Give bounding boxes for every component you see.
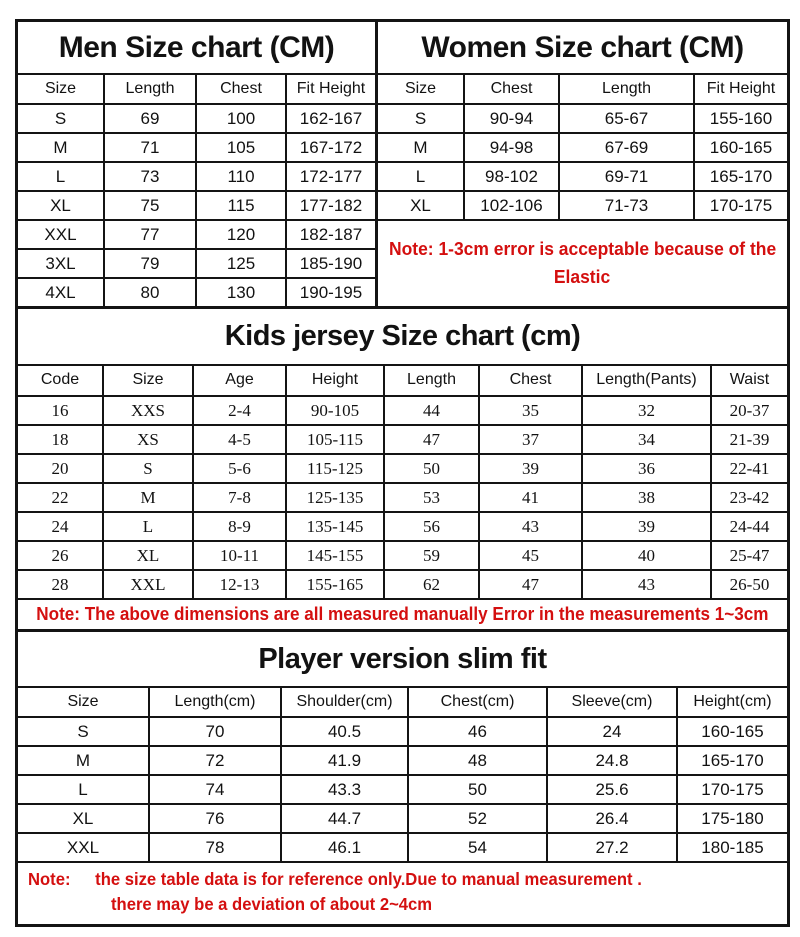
table-cell: 53 bbox=[385, 484, 478, 511]
table-cell: 78 bbox=[150, 834, 280, 861]
table-cell: 120 bbox=[197, 221, 285, 248]
note-line1: Note: 1-3cm error is acceptable because of the bbox=[388, 239, 777, 260]
table-cell: 22-41 bbox=[712, 455, 787, 482]
table-cell: 45 bbox=[480, 542, 581, 569]
header-cell: Chest(cm) bbox=[409, 688, 546, 716]
table-cell: 125 bbox=[197, 250, 285, 277]
table-cell: 115 bbox=[197, 192, 285, 219]
table-cell: 40.5 bbox=[282, 718, 407, 745]
table-cell: XXL bbox=[18, 221, 103, 248]
table-cell: 155-160 bbox=[695, 105, 787, 132]
note-row bbox=[378, 221, 787, 306]
table-cell: 70 bbox=[150, 718, 280, 745]
table-title: Player version slim fit bbox=[18, 632, 787, 686]
table-cell: 71-73 bbox=[560, 192, 693, 219]
table-cell: 110 bbox=[197, 163, 285, 190]
header-cell: Length bbox=[560, 75, 693, 103]
header-cell: Fit Height bbox=[287, 75, 375, 103]
table-cell: M bbox=[18, 747, 148, 774]
table-cell: 50 bbox=[409, 776, 546, 803]
table-cell: 24 bbox=[548, 718, 676, 745]
table-cell: 41 bbox=[480, 484, 581, 511]
table-cell: 41.9 bbox=[282, 747, 407, 774]
table-cell: 125-135 bbox=[287, 484, 383, 511]
table-cell: 105 bbox=[197, 134, 285, 161]
table-cell: XL bbox=[104, 542, 192, 569]
table-cell: 16 bbox=[18, 397, 102, 424]
table-cell: 160-165 bbox=[678, 718, 787, 745]
table-cell: L bbox=[18, 163, 103, 190]
table-cell: 69 bbox=[105, 105, 195, 132]
table-cell: 162-167 bbox=[287, 105, 375, 132]
table-cell: 65-67 bbox=[560, 105, 693, 132]
table-cell: XXS bbox=[104, 397, 192, 424]
header-cell: Size bbox=[18, 75, 103, 103]
note-label: Note: bbox=[28, 869, 71, 889]
table-cell: 90-105 bbox=[287, 397, 383, 424]
table-cell: 43 bbox=[583, 571, 710, 598]
header-cell: Waist bbox=[712, 366, 787, 395]
header-cell: Length bbox=[385, 366, 478, 395]
table-cell: L bbox=[18, 776, 148, 803]
table-cell: 100 bbox=[197, 105, 285, 132]
header-cell: Height bbox=[287, 366, 383, 395]
table-cell: 94-98 bbox=[465, 134, 558, 161]
table-cell: 21-39 bbox=[712, 426, 787, 453]
table-cell: 47 bbox=[385, 426, 478, 453]
table-cell: 47 bbox=[480, 571, 581, 598]
table-cell: 3XL bbox=[18, 250, 103, 277]
table-cell: 175-180 bbox=[678, 805, 787, 832]
header-cell: Size bbox=[104, 366, 192, 395]
header-cell: Chest bbox=[480, 366, 581, 395]
header-cell: Length bbox=[105, 75, 195, 103]
table-cell: 59 bbox=[385, 542, 478, 569]
table-cell: 71 bbox=[105, 134, 195, 161]
table-cell: 69-71 bbox=[560, 163, 693, 190]
table-cell: XXL bbox=[104, 571, 192, 598]
header-cell: Age bbox=[194, 366, 285, 395]
table-cell: S bbox=[104, 455, 192, 482]
header-cell: Shoulder(cm) bbox=[282, 688, 407, 716]
table-cell: 72 bbox=[150, 747, 280, 774]
note-text: the size table data is for reference only.Due to manual measurement . bbox=[95, 869, 642, 889]
table-cell: 135-145 bbox=[287, 513, 383, 540]
table-cell: 77 bbox=[105, 221, 195, 248]
table-cell: 10-11 bbox=[194, 542, 285, 569]
header-cell: Height(cm) bbox=[678, 688, 787, 716]
table-cell: 43.3 bbox=[282, 776, 407, 803]
table-cell: 48 bbox=[409, 747, 546, 774]
header-cell: Length(cm) bbox=[150, 688, 280, 716]
table-cell: 177-182 bbox=[287, 192, 375, 219]
header-cell: Sleeve(cm) bbox=[548, 688, 676, 716]
table-cell: 4-5 bbox=[194, 426, 285, 453]
table-cell: 8-9 bbox=[194, 513, 285, 540]
table-cell: 5-6 bbox=[194, 455, 285, 482]
table-cell: 130 bbox=[197, 279, 285, 306]
header-cell: Chest bbox=[197, 75, 285, 103]
table-cell: 34 bbox=[583, 426, 710, 453]
table-cell: 28 bbox=[18, 571, 102, 598]
header-cell: Length(Pants) bbox=[583, 366, 710, 395]
table-cell: 44.7 bbox=[282, 805, 407, 832]
table-cell: S bbox=[18, 718, 148, 745]
table-cell: 43 bbox=[480, 513, 581, 540]
table-cell: 38 bbox=[583, 484, 710, 511]
table-cell: 79 bbox=[105, 250, 195, 277]
note-row bbox=[18, 600, 787, 629]
table-cell: 12-13 bbox=[194, 571, 285, 598]
table-cell: 190-195 bbox=[287, 279, 375, 306]
table-cell: 26-50 bbox=[712, 571, 787, 598]
table-cell: M bbox=[18, 134, 103, 161]
table-cell: L bbox=[104, 513, 192, 540]
table-cell: 170-175 bbox=[678, 776, 787, 803]
table-cell: 44 bbox=[385, 397, 478, 424]
table-cell: 145-155 bbox=[287, 542, 383, 569]
table-cell: 54 bbox=[409, 834, 546, 861]
table-title: Women Size chart (CM) bbox=[378, 22, 787, 73]
table-cell: 18 bbox=[18, 426, 102, 453]
note-line2: Elastic bbox=[554, 267, 611, 287]
table-cell: 4XL bbox=[18, 279, 103, 306]
table-cell: S bbox=[18, 105, 103, 132]
table-cell: 180-185 bbox=[678, 834, 787, 861]
table-cell: 50 bbox=[385, 455, 478, 482]
table-cell: 22 bbox=[18, 484, 102, 511]
table-cell: 52 bbox=[409, 805, 546, 832]
women-size-table bbox=[378, 22, 787, 306]
header-cell: Fit Height bbox=[695, 75, 787, 103]
table-cell: 165-170 bbox=[695, 163, 787, 190]
table-cell: 160-165 bbox=[695, 134, 787, 161]
player-version-table bbox=[18, 632, 787, 924]
table-cell: 46 bbox=[409, 718, 546, 745]
table-cell: 37 bbox=[480, 426, 581, 453]
table-cell: M bbox=[104, 484, 192, 511]
men-size-table bbox=[18, 22, 375, 306]
table-title: Kids jersey Size chart (cm) bbox=[18, 309, 787, 364]
table-cell: 170-175 bbox=[695, 192, 787, 219]
adult-size-section bbox=[18, 22, 787, 306]
table-cell: 20 bbox=[18, 455, 102, 482]
table-cell: 75 bbox=[105, 192, 195, 219]
table-cell: 24-44 bbox=[712, 513, 787, 540]
note-line1 bbox=[28, 870, 642, 888]
table-cell: 35 bbox=[480, 397, 581, 424]
table-cell: 155-165 bbox=[287, 571, 383, 598]
note-line2: there may be a deviation of about 2~4cm bbox=[111, 894, 433, 915]
table-cell: 90-94 bbox=[465, 105, 558, 132]
table-cell: 26 bbox=[18, 542, 102, 569]
table-cell: M bbox=[378, 134, 463, 161]
table-cell: 24 bbox=[18, 513, 102, 540]
header-cell: Code bbox=[18, 366, 102, 395]
table-cell: 182-187 bbox=[287, 221, 375, 248]
table-cell: 80 bbox=[105, 279, 195, 306]
table-cell: 115-125 bbox=[287, 455, 383, 482]
table-cell: 74 bbox=[150, 776, 280, 803]
table-cell: 98-102 bbox=[465, 163, 558, 190]
table-cell: 7-8 bbox=[194, 484, 285, 511]
table-cell: 76 bbox=[150, 805, 280, 832]
table-cell: 36 bbox=[583, 455, 710, 482]
table-cell: 32 bbox=[583, 397, 710, 424]
table-cell: 20-37 bbox=[712, 397, 787, 424]
table-cell: L bbox=[378, 163, 463, 190]
table-cell: S bbox=[378, 105, 463, 132]
note-row bbox=[18, 863, 787, 924]
table-cell: 23-42 bbox=[712, 484, 787, 511]
table-cell: 40 bbox=[583, 542, 710, 569]
table-cell: 46.1 bbox=[282, 834, 407, 861]
table-cell: 27.2 bbox=[548, 834, 676, 861]
table-cell: 25.6 bbox=[548, 776, 676, 803]
table-cell: 26.4 bbox=[548, 805, 676, 832]
header-cell: Size bbox=[18, 688, 148, 716]
table-title: Men Size chart (CM) bbox=[18, 22, 375, 73]
table-cell: 39 bbox=[480, 455, 581, 482]
table-cell: 25-47 bbox=[712, 542, 787, 569]
table-cell: 165-170 bbox=[678, 747, 787, 774]
note-text: Note: The above dimensions are all measured manually Error in the measurements 1~3cm bbox=[36, 604, 769, 625]
table-cell: XS bbox=[104, 426, 192, 453]
table-cell: 172-177 bbox=[287, 163, 375, 190]
table-cell: 73 bbox=[105, 163, 195, 190]
table-cell: XL bbox=[378, 192, 463, 219]
table-cell: 56 bbox=[385, 513, 478, 540]
table-cell: XXL bbox=[18, 834, 148, 861]
header-cell: Chest bbox=[465, 75, 558, 103]
table-cell: 102-106 bbox=[465, 192, 558, 219]
table-cell: 67-69 bbox=[560, 134, 693, 161]
table-cell: 185-190 bbox=[287, 250, 375, 277]
table-cell: 2-4 bbox=[194, 397, 285, 424]
table-cell: 167-172 bbox=[287, 134, 375, 161]
kids-size-table bbox=[18, 309, 787, 629]
table-cell: 62 bbox=[385, 571, 478, 598]
table-cell: XL bbox=[18, 805, 148, 832]
table-cell: 24.8 bbox=[548, 747, 676, 774]
table-cell: 39 bbox=[583, 513, 710, 540]
header-cell: Size bbox=[378, 75, 463, 103]
table-cell: 105-115 bbox=[287, 426, 383, 453]
table-cell: XL bbox=[18, 192, 103, 219]
size-chart-sheet bbox=[15, 19, 790, 927]
